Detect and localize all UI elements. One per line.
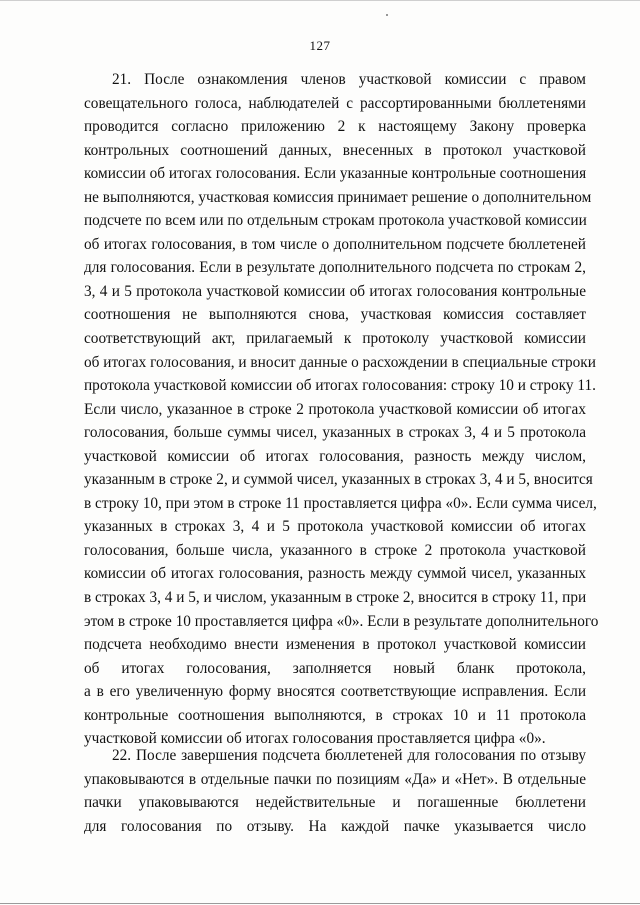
text-line: для голосования. Если в результате дополнительного подсчета по строкам 2, — [84, 259, 586, 277]
text-line: контрольных соотношений данных, внесенных в протокол участковой — [84, 141, 586, 159]
text-line: об итогах голосования, в том числе о дополнительном подсчете бюллетеней — [84, 235, 586, 253]
text-line: подсчете по всем или по отдельным строкам протокола участковой комиссии — [84, 212, 587, 230]
paragraph-22 — [84, 744, 586, 838]
text-line: участковой комиссии об итогах голосования, разность между числом, — [84, 447, 586, 465]
page-number: 127 — [309, 38, 331, 53]
text-line: 21. После ознакомления членов участковой комиссии с правом — [112, 71, 586, 88]
scan-speck — [386, 14, 388, 16]
text-line: голосования, больше суммы чисел, указанных в строках 3, 4 и 5 протокола — [84, 424, 586, 442]
scan-top-edge — [0, 0, 640, 1]
text-line: соотношения не выполняются снова, участковая комиссия составляет — [84, 306, 586, 324]
text-line: контрольные соотношения выполняются, в строках 10 и 11 протокола — [84, 706, 586, 724]
text-line: Если число, указанное в строке 2 протокола участковой комиссии об итогах — [84, 400, 586, 418]
text-line: подсчета необходимо внести изменения в протокол участковой комиссии — [84, 636, 586, 654]
text-line: протокола участковой комиссии об итогах голосования: строку 10 и строку 11. — [84, 377, 596, 395]
text-line: 22. После завершения подсчета бюллетеней для голосования по отзыву — [112, 747, 586, 764]
text-line: комиссии об итогах голосования. Если указанные контрольные соотношения — [84, 165, 587, 183]
text-line: об итогах голосования, и вносит данные о расхождении в специальные строки — [84, 353, 596, 371]
text-line: 3, 4 и 5 протокола участковой комиссии об итогах голосования контрольные — [84, 282, 586, 300]
text-line: участковой комиссии об итогах голосования проставляется цифра «0». — [84, 730, 546, 748]
scan-bottom-edge — [0, 903, 640, 904]
text-line: проводится согласно приложению 2 к настоящему Закону проверка — [84, 118, 586, 136]
text-line: комиссии об итогах голосования, разность между суммой чисел, указанных — [84, 565, 586, 583]
text-line: соответствующий акт, прилагаемый к протоколу участковой комиссии — [84, 330, 586, 348]
text-line: а в его увеличенную форму вносятся соответствующие исправления. Если — [84, 683, 586, 701]
text-line: голосования, больше числа, указанного в строке 2 протокола участковой — [84, 541, 586, 559]
text-line: пачки упаковываются недействительные и погашенные бюллетени — [84, 794, 586, 812]
text-line: для голосования по отзыву. На каждой пачке указывается число — [84, 817, 586, 835]
paragraph-21 — [84, 68, 599, 751]
text-line: совещательного голоса, наблюдателей с рассортированными бюллетенями — [84, 94, 586, 112]
text-line: об итогах голосования, заполняется новый бланк протокола, — [84, 659, 586, 677]
text-line: в строку 10, при этом в строке 11 проставляется цифра «0». Если сумма чисел, — [84, 494, 597, 512]
text-line: в строках 3, 4 и 5, и числом, указанным в строке 2, вносится в строку 11, при — [84, 589, 587, 607]
text-line: этом в строке 10 проставляется цифра «0». Если в результате дополнительного — [84, 612, 599, 630]
text-line: не выполняются, участковая комиссия принимает решение о дополнительном — [84, 188, 592, 206]
text-line: указанных в строках 3, 4 и 5 протокола участковой комиссии об итогах — [84, 518, 586, 536]
text-line: упаковываются в отдельные пачки по позициям «Да» и «Нет». В отдельные — [84, 770, 586, 788]
text-line: указанным в строке 2, и суммой чисел, указанных в строках 3, 4 и 5, вносится — [84, 471, 593, 489]
